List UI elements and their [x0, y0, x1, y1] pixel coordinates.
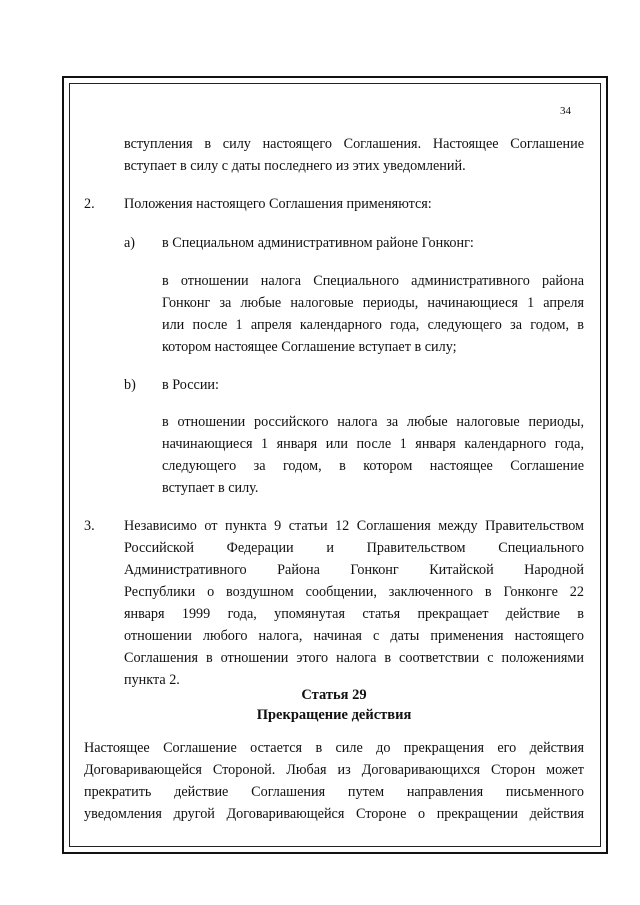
- final-line-2: Договаривающейся Стороной. Любая из Договаривающихся Сторон может: [84, 762, 584, 778]
- item-2b-line-1: в отношении российского налога за любые налоговые периоды,: [162, 414, 584, 430]
- item-2a-line-2: Гонконг за любые налоговые периоды, начинающиеся 1 апреля: [162, 295, 584, 311]
- final-line-4: уведомления другой Договаривающейся Стороне о прекращении действия: [84, 806, 584, 822]
- article-number: Статья 29: [301, 687, 367, 703]
- article-title: Прекращение действия: [256, 707, 412, 723]
- item-2-number: 2.: [84, 196, 95, 212]
- item-2-text: Положения настоящего Соглашения применяются:: [124, 196, 432, 212]
- page-number: 34: [560, 105, 571, 117]
- item-3-line-5: января 1999 года, упомянутая статья прекращает действие в: [124, 606, 584, 622]
- item-2b-title: в России:: [162, 377, 219, 393]
- item-3-line-8: пункта 2.: [124, 672, 180, 688]
- item-2a-line-3: или после 1 апреля календарного года, следующего за годом, в: [162, 317, 584, 333]
- item-2a-label: a): [124, 235, 136, 251]
- item-3-line-1: Независимо от пункта 9 статьи 12 Соглашения между Правительством: [124, 518, 584, 534]
- item-3-line-6: отношении любого налога, начиная с даты применения настоящего: [124, 628, 584, 644]
- item-3-line-2: Российской Федерации и Правительством Специального: [124, 540, 584, 556]
- item-2b-line-2: начинающиеся 1 января или после 1 января календарного года,: [162, 436, 584, 452]
- item-3-line-7: Соглашения в отношении этого налога в соответствии с положениями: [124, 650, 584, 666]
- item-3-number: 3.: [84, 518, 95, 534]
- item-2a-line-1: в отношении налога Специального административного района: [162, 273, 584, 289]
- item-2a-title: в Специальном административном районе Гонконг:: [162, 235, 474, 251]
- final-line-1: Настоящее Соглашение остается в силе до прекращения его действия: [84, 740, 584, 756]
- item-2b-line-4: вступает в силу.: [162, 480, 259, 496]
- item-3-line-3: Административного Района Гонконг Китайской Народной: [124, 562, 584, 578]
- intro-line-2: вступает в силу с даты последнего из этих уведомлений.: [124, 158, 466, 174]
- item-3-line-4: Республики о воздушном сообщении, заключенного в Гонконге 22: [124, 584, 584, 600]
- intro-line-1: вступления в силу настоящего Соглашения. Настоящее Соглашение: [124, 136, 584, 152]
- item-2b-label: b): [124, 377, 136, 393]
- final-line-3: прекратить действие Соглашения путем направления письменного: [84, 784, 584, 800]
- item-2a-line-4: котором настоящее Соглашение вступает в силу;: [162, 339, 457, 355]
- item-2b-line-3: следующего за годом, в котором настоящее Соглашение: [162, 458, 584, 474]
